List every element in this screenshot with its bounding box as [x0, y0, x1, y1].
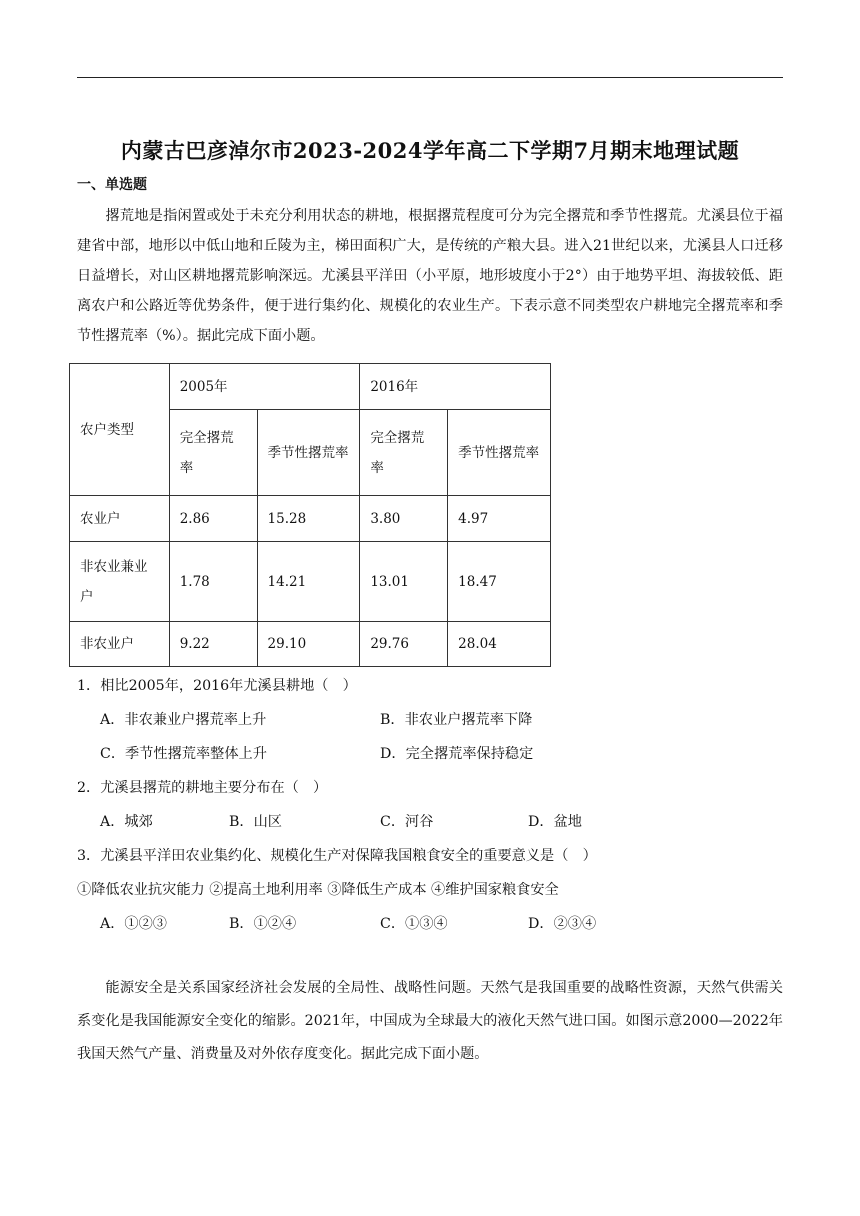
- table-cell: 2.86: [169, 496, 257, 542]
- table-cell: 农业户: [70, 496, 170, 542]
- table-header-type: 农户类型: [70, 364, 170, 496]
- table-cell: 4.97: [448, 496, 551, 542]
- table-cell: 3.80: [360, 496, 448, 542]
- question-1-option-b[interactable]: B．非农业户撂荒率下降: [380, 712, 533, 728]
- question-3-option-d[interactable]: D．②③④: [528, 916, 597, 932]
- table-cell: 1.78: [169, 542, 257, 622]
- question-3-option-b[interactable]: B．①②④: [229, 916, 297, 932]
- page-title: 内蒙古巴彦淖尔市2023-2024学年高二下学期7月期末地理试题: [120, 138, 740, 163]
- table-row: [70, 542, 551, 622]
- table-cell: 28.04: [448, 622, 551, 667]
- table-row: [70, 496, 551, 542]
- table-row: [70, 622, 551, 667]
- section-heading: 一、单选题: [77, 177, 147, 193]
- table-cell: 9.22: [169, 622, 257, 667]
- table-cell: 15.28: [257, 496, 360, 542]
- farmland-table: [69, 363, 551, 667]
- table-cell: 非农业户: [70, 622, 170, 667]
- question-1-stem: 1．相比2005年，2016年尤溪县耕地（ ）: [77, 678, 357, 694]
- question-3-option-c[interactable]: C．①③④: [380, 916, 448, 932]
- table-cell: 13.01: [360, 542, 448, 622]
- passage-2: [77, 972, 783, 1071]
- table-cell: 非农业兼业户: [70, 542, 170, 622]
- table-cell: 14.21: [257, 542, 360, 622]
- question-2-option-d[interactable]: D．盆地: [528, 814, 582, 830]
- question-2-option-a[interactable]: A．城郊: [100, 814, 153, 830]
- table-cell: 29.76: [360, 622, 448, 667]
- table-cell: 29.10: [257, 622, 360, 667]
- header-rule: [77, 77, 783, 78]
- question-2-option-b[interactable]: B．山区: [229, 814, 282, 830]
- table-subheader: 完全撂荒率: [360, 410, 448, 496]
- question-1-option-c[interactable]: C．季节性撂荒率整体上升: [100, 746, 267, 762]
- question-3-option-a[interactable]: A．①②③: [100, 916, 167, 932]
- passage-2-text: 能源安全是关系国家经济社会发展的全局性、战略性问题。天然气是我国重要的战略性资源，天然气供需关系变化是我国能源安全变化的缩影。2021年，中国成为全球最大的液化天然气进口国。如图示意2000—2022年我国天然气产量、消费量及对外依存度变化。据此完成下面小题。: [77, 980, 783, 1062]
- table-header-year-2016: 2016年: [360, 364, 551, 410]
- table-header-year-2005: 2005年: [169, 364, 360, 410]
- question-3-items: ①降低农业抗灾能力 ②提高土地利用率 ③降低生产成本 ④维护国家粮食安全: [77, 882, 559, 898]
- question-2-option-c[interactable]: C．河谷: [380, 814, 434, 830]
- question-1-option-d[interactable]: D．完全撂荒率保持稳定: [380, 746, 534, 762]
- table-subheader: 完全撂荒率: [169, 410, 257, 496]
- table-cell: 18.47: [448, 542, 551, 622]
- passage-1-text: 撂荒地是指闲置或处于未充分利用状态的耕地，根据撂荒程度可分为完全撂荒和季节性撂荒。尤溪县位于福建省中部，地形以中低山地和丘陵为主，梯田面积广大，是传统的产粮大县。进入21世纪以来，尤溪县人口迁移日益增长，对山区耕地撂荒影响深远。尤溪县平洋田（小平原，地形坡度小于2°）由于地势平坦、海拔较低、距离农户和公路近等优势条件，便于进行集约化、规模化的农业生产。下表示意不同类型农户耕地完全撂荒率和季节性撂荒率（%）。据此完成下面小题。: [77, 208, 783, 344]
- question-1-option-a[interactable]: A．非农兼业户撂荒率上升: [100, 712, 267, 728]
- table-subheader: 季节性撂荒率: [257, 410, 360, 496]
- passage-1: [77, 201, 783, 351]
- question-3-stem: 3．尤溪县平洋田农业集约化、规模化生产对保障我国粮食安全的重要意义是（ ）: [77, 848, 597, 864]
- question-2-stem: 2．尤溪县撂荒的耕地主要分布在（ ）: [77, 780, 328, 796]
- table-subheader: 季节性撂荒率: [448, 410, 551, 496]
